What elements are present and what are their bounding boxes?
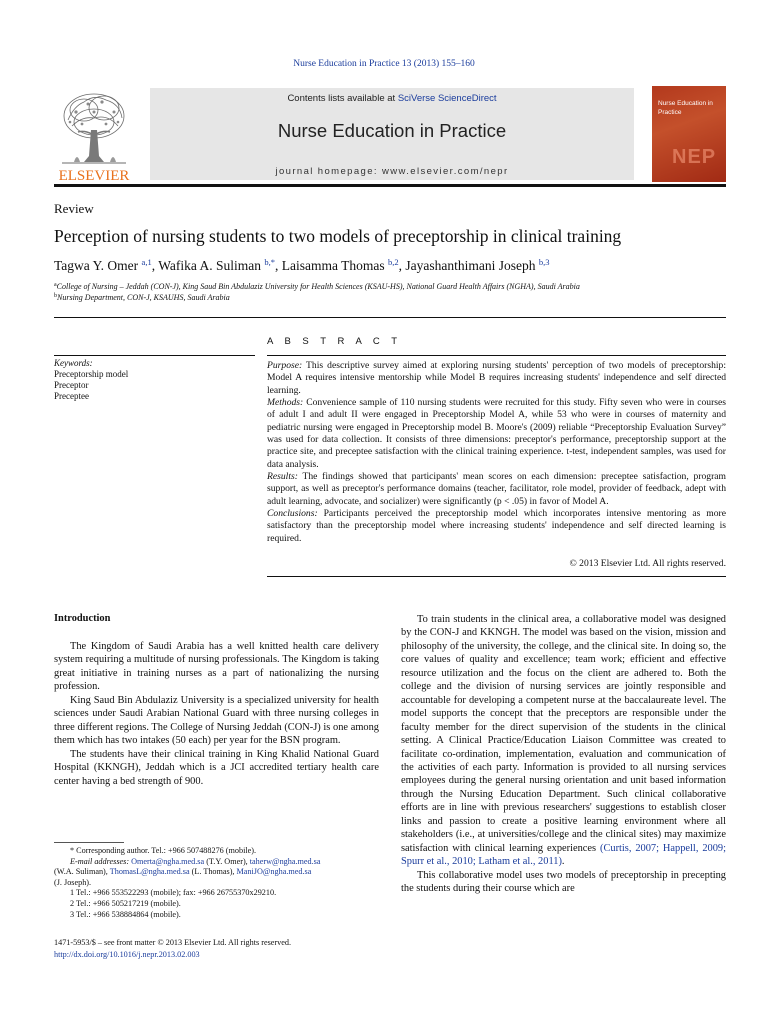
email-owner: (T.Y. Omer), [206,856,248,866]
keyword-item: Preceptor [54,380,89,390]
copyright-notice: © 2013 Elsevier Ltd. All rights reserved. [569,558,726,569]
footnotes [54,846,379,920]
author-affiliation-mark[interactable]: b,2 [387,257,399,267]
abstract-text: Convenience sample of 110 nursing students were recruited for this study. Fifty seven who were in courses of adult I and adult II were engaged in Preceptorship Model A, while 53 who were in courses of maternity and pediatric nursing were engaged in Preceptorship model B. Moore's (2009) reliable “Preceptorship Evaluation Survey” was used for data collection. It consists of three dimensions: preceptor's performance, preceptorship support at the practice site, and preceptee satisfaction with the clinical training experience. t-test, independent samples, was used for data analysis. [267,397,726,470]
abstract-body [267,360,726,545]
paragraph-end: . [561,856,565,868]
journal-homepage[interactable]: journal homepage: www.elsevier.com/nepr [275,166,509,177]
abstract-heading: A B S T R A C T [267,336,402,347]
elsevier-tree-icon [54,86,134,184]
author-name: Jayashanthimani Joseph [405,258,536,273]
abstract-text: Participants perceived the preceptorship model which incorporates intensive mentoring as more satisfactory than the preceptorship model where increasing students' independence and self directed learning is required. [267,508,726,544]
body-right-column [401,613,726,896]
email-owner: (L. Thomas), [191,867,235,877]
issn-line: 1471-5953/$ – see front matter © 2013 Elsevier Ltd. All rights reserved. [54,938,292,947]
email-owner: (J. Joseph). [54,877,92,887]
footnote-emails-cont [54,867,379,878]
paragraph-text: To train students in the clinical area, a collaborative model was designed by the CON-J and KKNGH. The model was based on the vision, mission and philosophy of the university, the college, and the clinical site. In doing so, the core values of quality and excellence; team work; efficient and effective resource utilization and the focus on the client are adhered to. Both the college and the division of nursing services are jointly responsible and accountable for developing a competent nurse at the baccalaureate level. The model supports the concept that the preceptors are responsible under the faculty member for the direct supervision of the students in the clinical setting. A Clinical Practice/Education Liaison Committee was created to facilitate co-ordination, implementation, evaluation and communication of the activities of each party. Information is provided to all nursing services employees during the general nursing orientation and unit based information through the Nursing Education Department. Such clinical collaborative efforts are in line with previous researchers' suggestions to establish closer links and passion to create a positive learning environment where all stakeholders (i.e., at universities/college and the clinical sites) may maximize satisfaction with clinical learning experiences [401,614,726,854]
keyword-item: Preceptee [54,391,89,401]
email-link[interactable]: ManiJO@ngha.med.sa [236,867,312,877]
footnote-emails-cont [54,878,379,889]
keyword-item: Preceptorship model [54,369,129,379]
author-name: Laisamma Thomas [281,258,385,273]
author-list: Tagwa Y. Omer $^{a,1}$, Wafika A. Suliman $^{b,*}$, Laisamma Thomas $^{b,2}$, Jayashanthimani Joseph $^{b,3}$ [54,257,550,273]
affiliation-text: Nursing Department, CON-J, KSAUHS, Saudi Arabia [57,293,230,302]
author-name: Tagwa Y. Omer [54,258,139,273]
section-heading-introduction: Introduction [54,613,111,624]
body-paragraph: The Kingdom of Saudi Arabia has a well knitted health care delivery system requiring a multitude of nursing professionals. The Kingdom is taking great initiative in training nurses as a part of nationalizing the nursing profession. [54,641,379,693]
author-affiliation-mark[interactable]: b,3 [538,257,550,267]
abstract-divider-bottom [267,576,726,577]
email-link[interactable]: ThomasL@ngha.med.sa [109,867,190,877]
footnote-tel-3: 3 Tel.: +966 538884864 (mobile). [70,909,181,919]
body-left-column [54,640,379,788]
abstract-label: Conclusions: [267,508,318,520]
journal-cover-image [652,86,726,182]
header-divider [54,184,726,187]
contents-availability [150,93,634,104]
cover-title: Nurse Education in Practice [658,100,713,116]
article-type: Review [54,201,94,216]
abstract-divider-top [267,355,726,356]
contents-prefix: Contents lists available at [287,93,398,104]
cover-mark: NEP [672,146,717,168]
doi-link[interactable]: http://dx.doi.org/10.1016/j.nepr.2013.02.003 [54,950,200,959]
body-paragraph: This collaborative model uses two models of preceptorship in precepting the students during their course which are [401,869,726,895]
body-paragraph [401,613,726,869]
abstract-conclusions [267,508,726,545]
affiliation-b [54,293,230,302]
abstract-text: This descriptive survey aimed at exploring nursing students' perception of two models of preceptorship: Model A requires intensive mentorship while Model B requires increasing students' independence and self directed learning. [267,360,726,396]
email-owner: (W.A. Suliman), [54,867,108,877]
keywords-block [54,358,128,402]
abstract-label: Purpose: [267,360,303,371]
author-affiliation-mark[interactable]: a,1 [141,257,152,267]
elsevier-wordmark: ELSEVIER [58,168,130,184]
sciencedirect-link[interactable]: SciVerse ScienceDirect [397,93,497,104]
affiliation-a [54,282,580,291]
email-link[interactable]: Omerta@ngha.med.sa [131,856,205,866]
abstract-methods [267,397,726,471]
abstract-purpose [267,360,726,397]
affiliation-mark: a [54,282,57,288]
email-link[interactable]: taherw@ngha.med.sa [249,856,321,866]
article-info-divider [54,355,255,356]
author-affiliation-mark[interactable]: b,* [264,257,275,267]
abstract-label: Results: [267,471,298,483]
journal-name: Nurse Education in Practice [277,120,507,141]
footnote-corresponding: * Corresponding author. Tel.: +966 507488276 (mobile). [70,846,257,855]
journal-citation[interactable]: Nurse Education in Practice 13 (2013) 155–160 [293,59,475,69]
body-paragraph: King Saud Bin Abdulaziz University is a specialized university for health sciences under Saudi Arabian National Guard with three nursing colleges in three different regions. The College of Nursing Jeddah (CON-J) is one among them which has two intakes (50 each) per year for the BSN program. [54,694,379,747]
citation-links[interactable]: (Curtis, 2007; Happell, 2009; Spurr et al., 2010; Latham et al., 2011) [401,842,726,868]
affiliation-divider [54,317,726,318]
footnote-tel-1: 1 Tel.: +966 553522293 (mobile); fax: +966 26755370x29210. [70,888,277,898]
elsevier-logo [54,86,134,184]
body-paragraph: The students have their clinical training in King Khalid National Guard Hospital (KKNGH), Jeddah which is a JCI accredited tertiary health care center having a bed strength of 900. [54,748,379,787]
abstract-label: Methods: [267,397,304,409]
abstract-results [267,471,726,508]
footnote-divider [54,842,124,843]
article-title: Perception of nursing students to two models of preceptorship in clinical training [54,226,622,246]
footnote-tel-2: 2 Tel.: +966 505217219 (mobile). [70,898,181,908]
abstract-text: The findings showed that participants' mean scores on each dimension: preceptee satisfaction, program support, as well as preceptor's performance domains (teacher, facilitator, role model, provider of feedback, adept with adult learning, advocate, and socializer) were significantly (p < .05) in favor of Model A. [267,471,726,507]
keywords-heading: Keywords: [54,358,93,368]
author-name: Wafika A. Suliman [158,258,261,273]
footnote-emails [54,857,379,868]
email-label: E-mail addresses: [70,856,130,866]
affiliation-mark: b [54,293,57,299]
affiliation-text: College of Nursing – Jeddah (CON-J), King Saud Bin Abdulaziz University for Health Sciences (KSAU-HS), National Guard Health Affairs (NGHA), Saudi Arabia [56,282,580,291]
